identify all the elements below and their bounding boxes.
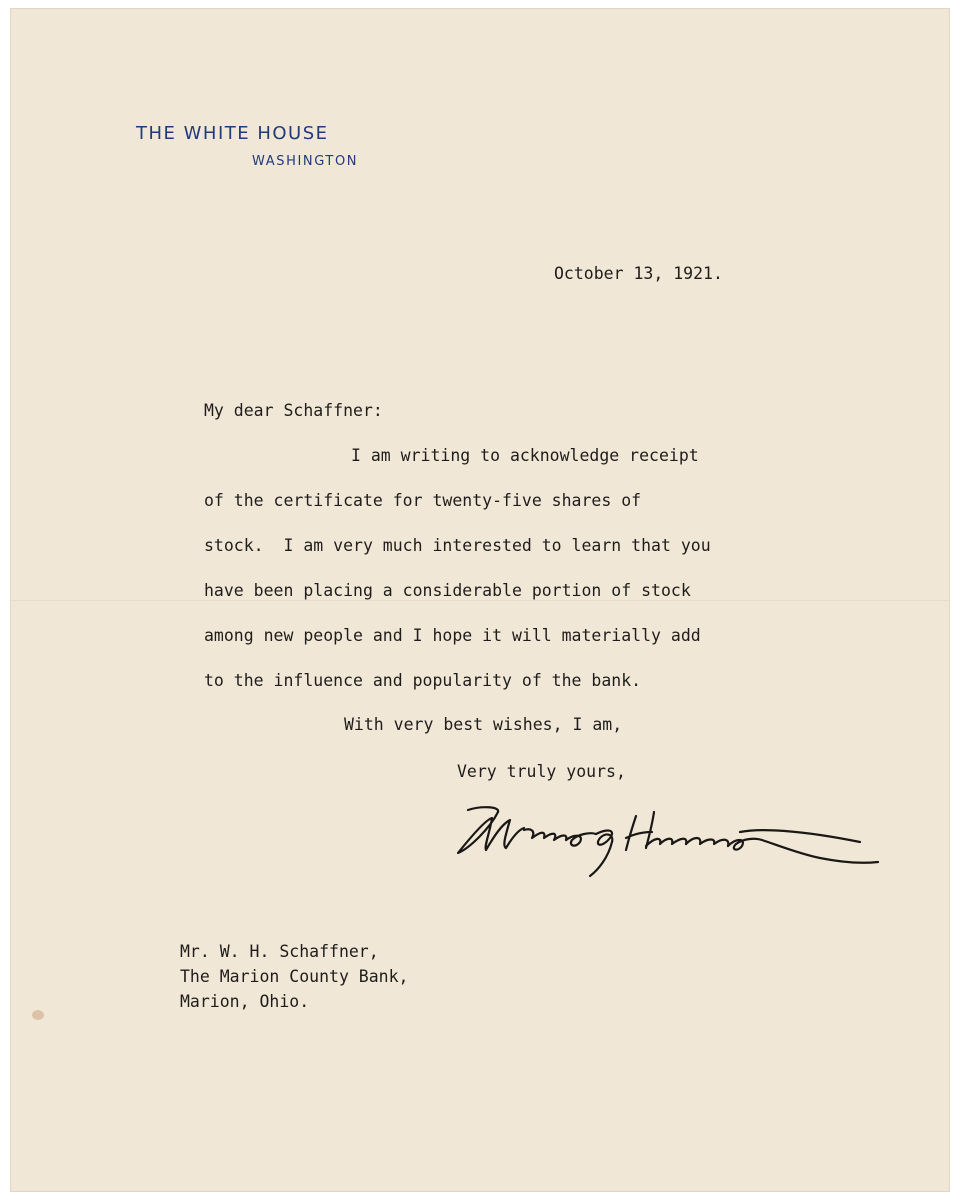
recipient-location: Marion, Ohio. bbox=[180, 992, 310, 1011]
body-line-5: among new people and I hope it will materially add bbox=[204, 626, 701, 645]
recipient-organization: The Marion County Bank, bbox=[180, 967, 409, 986]
letter-date: October 13, 1921. bbox=[554, 264, 723, 283]
paper-fold-line bbox=[10, 600, 950, 602]
body-line-1: I am writing to acknowledge receipt bbox=[351, 446, 699, 465]
closing-line: With very best wishes, I am, bbox=[344, 715, 623, 734]
body-line-2: of the certificate for twenty-five shares of bbox=[204, 491, 642, 510]
handwritten-signature bbox=[440, 798, 890, 883]
paper-stain bbox=[32, 1010, 44, 1020]
letterhead-title: THE WHITE HOUSE bbox=[136, 123, 329, 144]
body-line-6: to the influence and popularity of the bank. bbox=[204, 671, 642, 690]
recipient-name: Mr. W. H. Schaffner, bbox=[180, 942, 379, 961]
body-line-4: have been placing a considerable portion of stock bbox=[204, 581, 691, 600]
salutation: My dear Schaffner: bbox=[204, 401, 383, 420]
complimentary-close: Very truly yours, bbox=[457, 762, 626, 781]
letterhead-subtitle: WASHINGTON bbox=[252, 154, 359, 169]
body-line-3: stock. I am very much interested to learn that you bbox=[204, 536, 711, 555]
letter-sheet bbox=[10, 8, 950, 1192]
